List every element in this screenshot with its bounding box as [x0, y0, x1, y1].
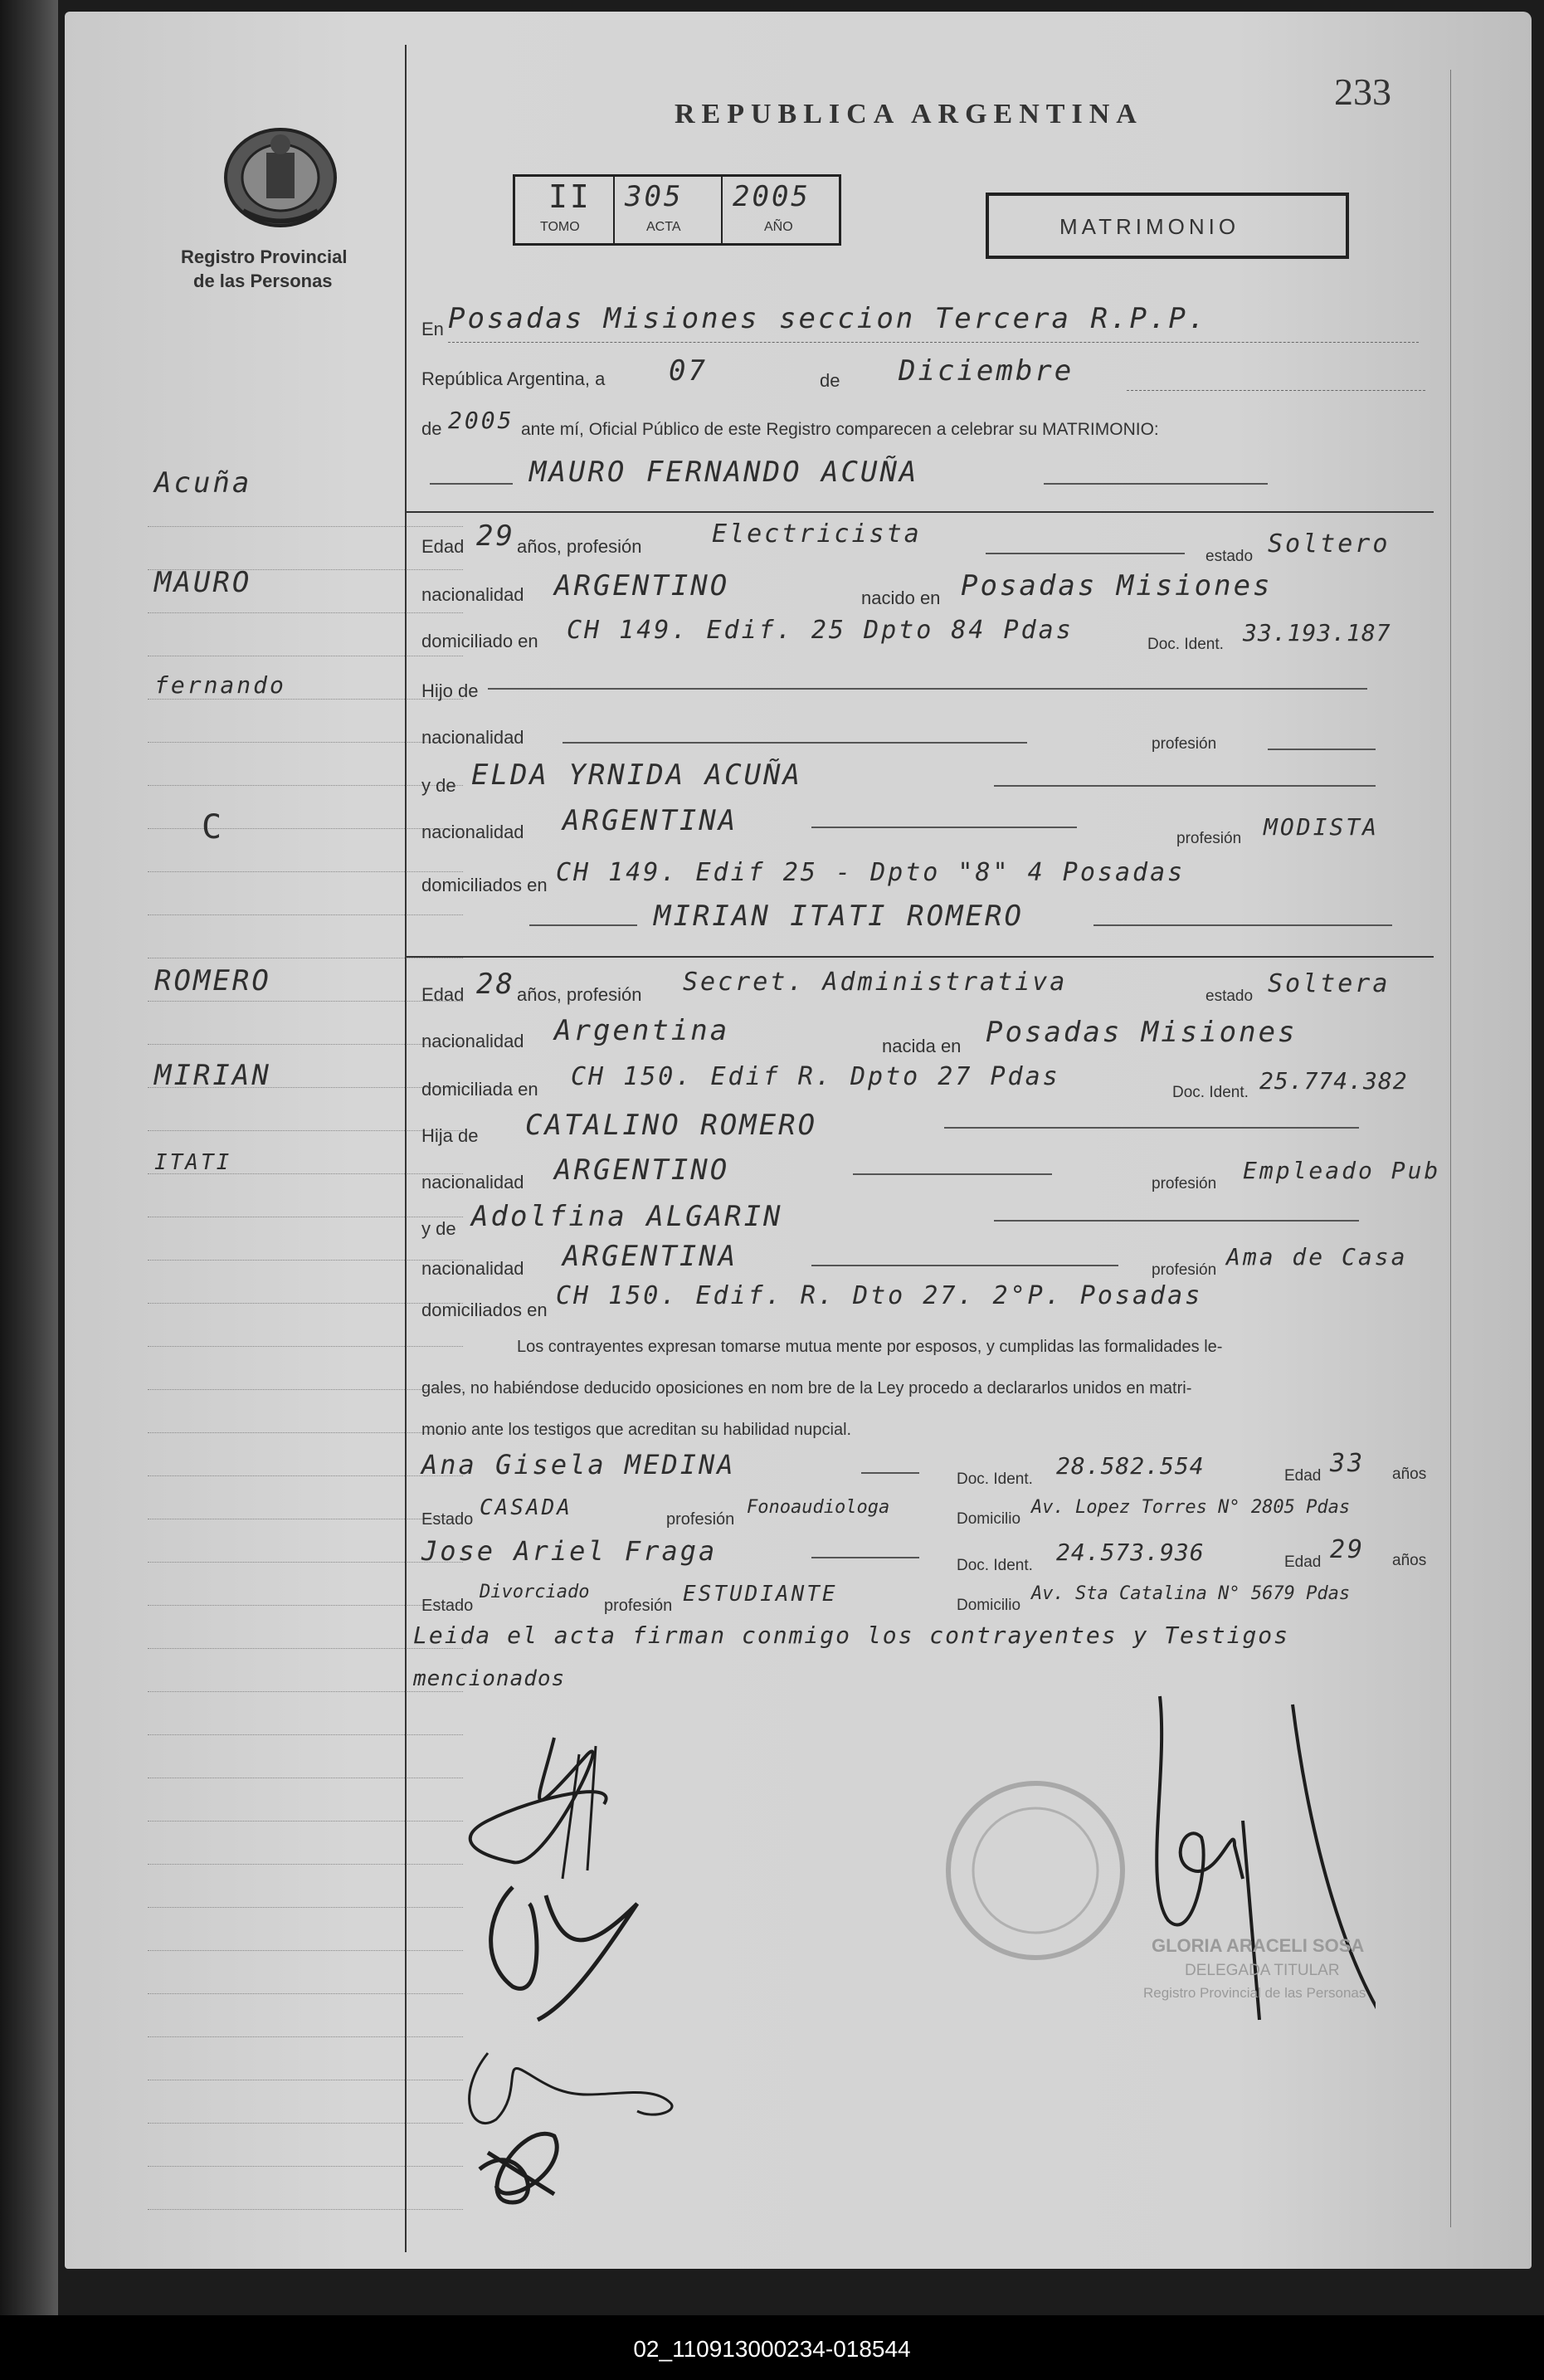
margin-rule [148, 785, 463, 786]
en-label: En [421, 319, 444, 339]
groom-nationality: ARGENTINO [554, 569, 730, 602]
declaration-line3: monio ante los testigos que acreditan su habilidad nupcial. [421, 1421, 852, 1439]
coat-of-arms-icon [218, 119, 343, 232]
margin-rule [148, 2209, 463, 2210]
bride-estado-label: estado [1205, 988, 1254, 1005]
witness1-profession: Fonoaudiologa [747, 1497, 890, 1518]
margin-rule [148, 1562, 463, 1563]
anio-value: 2005 [733, 180, 811, 213]
tomo-cell [515, 177, 615, 243]
margin-rule [148, 1950, 463, 1951]
bride-father: CATALINO ROMERO [525, 1109, 818, 1142]
margin-rule [148, 914, 463, 915]
de-year-label: de [421, 418, 442, 439]
groom-age: 29 [476, 519, 515, 553]
witness2-doc-label: Doc. Ident. [957, 1557, 1033, 1574]
document-page [65, 12, 1532, 2269]
record-number-box [513, 174, 841, 246]
bride-doc-label: Doc. Ident. [1172, 1084, 1249, 1101]
margin-rule [148, 1475, 463, 1476]
declaration-line2: gales, no habiéndose deducido oposiciones en nom bre de la Ley procedo a declararlos unidos en matri- [421, 1379, 1192, 1397]
bride-father-profession-label: profesión [1152, 1175, 1217, 1192]
margin-bride-name2: ITATI [154, 1150, 232, 1175]
signatures-left [421, 1705, 770, 2219]
doc-type-box [986, 193, 1349, 259]
bride-mother: Adolfina ALGARIN [471, 1200, 783, 1233]
witness2-profession: ESTUDIANTE [683, 1582, 838, 1607]
margin-rule [148, 1907, 463, 1908]
margin-bride-surname: ROMERO [154, 964, 271, 997]
margin-rule [148, 612, 463, 613]
groom-domiciliado-label: domiciliado en [421, 631, 538, 651]
margin-rule [148, 1044, 463, 1045]
official-seal [936, 1771, 1135, 1970]
ceremony-day: 07 [669, 354, 708, 388]
stamp-line3: Registro Provincial de las Personas [1143, 1985, 1366, 2001]
tomo-label: TOMO [540, 220, 580, 234]
anio-cell [723, 177, 837, 243]
groom-status: Soltero [1268, 529, 1391, 558]
witness1-anos-label: años [1392, 1466, 1427, 1483]
groom-mother-profession-label: profesión [1176, 830, 1242, 847]
groom-father-nationality-label: nacionalidad [421, 727, 524, 748]
groom-birthplace: Posadas Misiones [961, 569, 1273, 602]
margin-groom-name2: fernando [154, 671, 286, 699]
witness2-estado-label: Estado [421, 1597, 474, 1615]
margin-rule [148, 742, 463, 743]
witness1-age: 33 [1330, 1449, 1366, 1478]
bride-profesion-label: años, profesión [517, 984, 642, 1005]
margin-rule [148, 2123, 463, 2124]
witness1-profesion-label: profesión [666, 1510, 735, 1529]
margin-rule [148, 2166, 463, 2167]
witness2-name: Jose Ariel Fraga [421, 1535, 718, 1567]
witness2-domicilio-label: Domicilio [957, 1597, 1021, 1614]
acta-cell [615, 177, 723, 243]
closing-line1: Leida el acta firman conmigo los contrayentes y Testigos [413, 1622, 1290, 1649]
margin-rule [148, 526, 463, 527]
bride-father-profession: Empleado Pub [1243, 1157, 1441, 1184]
ceremony-month: Diciembre [899, 354, 1074, 388]
groom-father-profession-label: profesión [1152, 735, 1217, 753]
witness2-address: Av. Sta Catalina N° 5679 Pdas [1031, 1583, 1351, 1604]
witness1-name: Ana Gisela MEDINA [421, 1449, 736, 1480]
bride-hija-label: Hija de [421, 1125, 479, 1146]
bride-doc-id: 25.774.382 [1259, 1067, 1408, 1095]
bride-father-nationality: ARGENTINO [554, 1153, 730, 1187]
margin-groom-surname: Acuña [154, 466, 252, 500]
bride-mother-profession: Ama de Casa [1226, 1243, 1408, 1270]
tomo-value: II [548, 178, 592, 215]
witness2-age: 29 [1330, 1535, 1366, 1564]
groom-estado-label: estado [1205, 548, 1254, 565]
margin-rule [148, 1821, 463, 1822]
groom-profession: Electricista [712, 519, 922, 549]
margin-groom-name1: MAURO [154, 566, 252, 599]
margin-rule [148, 1130, 463, 1131]
groom-doc-id: 33.193.187 [1243, 619, 1391, 646]
registry-name-line1: Registro Provincial [181, 246, 348, 267]
margin-rule [148, 1734, 463, 1735]
bride-father-nationality-label: nacionalidad [421, 1172, 524, 1192]
bride-mother-profession-label: profesión [1152, 1261, 1217, 1279]
page-number: 233 [1334, 71, 1391, 113]
registry-name-line2: de las Personas [193, 271, 333, 291]
witness2-profesion-label: profesión [604, 1597, 673, 1615]
margin-rule [148, 1389, 463, 1390]
witness1-doc-label: Doc. Ident. [957, 1470, 1033, 1488]
footer-filename: 02_110913000234-018544 [633, 2336, 911, 2362]
bride-nationality: Argentina [554, 1014, 730, 1047]
groom-parents-address: CH 149. Edif 25 - Dpto "8" 4 Posadas [556, 858, 1186, 887]
anio-label: AÑO [764, 220, 793, 234]
margin-rule [148, 828, 463, 829]
margin-divider-line [405, 45, 407, 2252]
witness1-status: CASADA [480, 1495, 572, 1520]
witness1-domicilio-label: Domicilio [957, 1510, 1021, 1528]
republica-label: República Argentina, a [421, 368, 606, 389]
groom-nacionalidad-label: nacionalidad [421, 584, 524, 605]
groom-edad-label: Edad [421, 536, 465, 557]
witness1-address: Av. Lopez Torres N° 2805 Pdas [1031, 1497, 1351, 1518]
groom-profesion-label: años, profesión [517, 536, 642, 557]
witness1-edad-label: Edad [1284, 1467, 1322, 1485]
bride-birthplace: Posadas Misiones [986, 1016, 1298, 1049]
bride-status: Soltera [1268, 969, 1391, 998]
margin-rule [148, 699, 463, 700]
right-border-line [1450, 70, 1451, 2227]
bride-full-name: MIRIAN ITATI ROMERO [654, 900, 1024, 933]
witness2-status: Divorciado [480, 1582, 590, 1602]
bride-mother-nationality: ARGENTINA [563, 1240, 738, 1273]
bride-yde-label: y de [421, 1218, 456, 1239]
ante-text: ante mí, Oficial Público de este Registro comparecen a celebrar su MATRIMONIO: [521, 420, 1159, 439]
bride-mother-nationality-label: nacionalidad [421, 1258, 524, 1279]
groom-yde-label: y de [421, 775, 456, 796]
margin-rule [148, 1346, 463, 1347]
doc-type-label: MATRIMONIO [1059, 214, 1240, 239]
groom-mother: ELDA YRNIDA ACUÑA [471, 758, 802, 792]
country-heading: REPUBLICA ARGENTINA [675, 99, 1143, 129]
groom-hijo-label: Hijo de [421, 680, 479, 701]
groom-parents-address-label: domiciliados en [421, 875, 548, 895]
bride-nacionalidad-label: nacionalidad [421, 1031, 524, 1051]
witness1-estado-label: Estado [421, 1510, 474, 1529]
closing-line2: mencionados [413, 1666, 566, 1691]
groom-full-name: MAURO FERNANDO ACUÑA [529, 456, 919, 489]
bride-address: CH 150. Edif R. Dpto 27 Pdas [571, 1062, 1060, 1091]
stamp-line2: DELEGADA TITULAR [1185, 1962, 1340, 1979]
de-label: de [820, 370, 840, 391]
bride-nacida-label: nacida en [882, 1036, 962, 1056]
declaration-line1: Los contrayentes expresan tomarse mutua mente por esposos, y cumplidas las formalidades le- [517, 1338, 1223, 1356]
acta-value: 305 [625, 180, 684, 213]
groom-mother-profession: MODISTA [1264, 813, 1380, 841]
groom-nacido-label: nacido en [861, 588, 941, 608]
witness2-edad-label: Edad [1284, 1553, 1322, 1571]
margin-rule [148, 1432, 463, 1433]
groom-mother-nationality: ARGENTINA [563, 804, 738, 837]
margin-rule [148, 1605, 463, 1606]
bride-age: 28 [476, 968, 515, 1001]
book-spine [0, 0, 58, 2315]
bride-parents-address: CH 150. Edif. R. Dto 27. 2°P. Posadas [556, 1281, 1203, 1310]
ceremony-place: Posadas Misiones seccion Tercera R.P.P. [448, 302, 1208, 335]
groom-address: CH 149. Edif. 25 Dpto 84 Pdas [567, 616, 1074, 645]
margin-rule [148, 2036, 463, 2037]
margin-rule [148, 1260, 463, 1261]
witness2-doc-id: 24.573.936 [1056, 1539, 1205, 1566]
margin-rule [148, 1691, 463, 1692]
margin-rule [148, 1303, 463, 1304]
margin-bride-name1: MIRIAN [154, 1059, 271, 1092]
official-signature [1110, 1671, 1376, 2061]
groom-mother-nationality-label: nacionalidad [421, 822, 524, 842]
ceremony-year: 2005 [448, 407, 514, 434]
margin-rule [148, 1864, 463, 1865]
bride-domiciliada-label: domiciliada en [421, 1079, 538, 1100]
groom-doc-label: Doc. Ident. [1147, 636, 1224, 653]
margin-rule [148, 1001, 463, 1002]
witness2-anos-label: años [1392, 1552, 1427, 1569]
bride-parents-address-label: domiciliados en [421, 1300, 548, 1320]
stamp-line1: GLORIA ARACELI SOSA [1152, 1935, 1365, 1956]
acta-label: ACTA [646, 220, 681, 234]
margin-rule [148, 1993, 463, 1994]
bride-edad-label: Edad [421, 984, 465, 1005]
witness1-doc-id: 28.582.554 [1056, 1452, 1205, 1480]
margin-rule [148, 871, 463, 872]
bride-profession: Secret. Administrativa [683, 968, 1068, 997]
margin-c: C [202, 808, 225, 846]
